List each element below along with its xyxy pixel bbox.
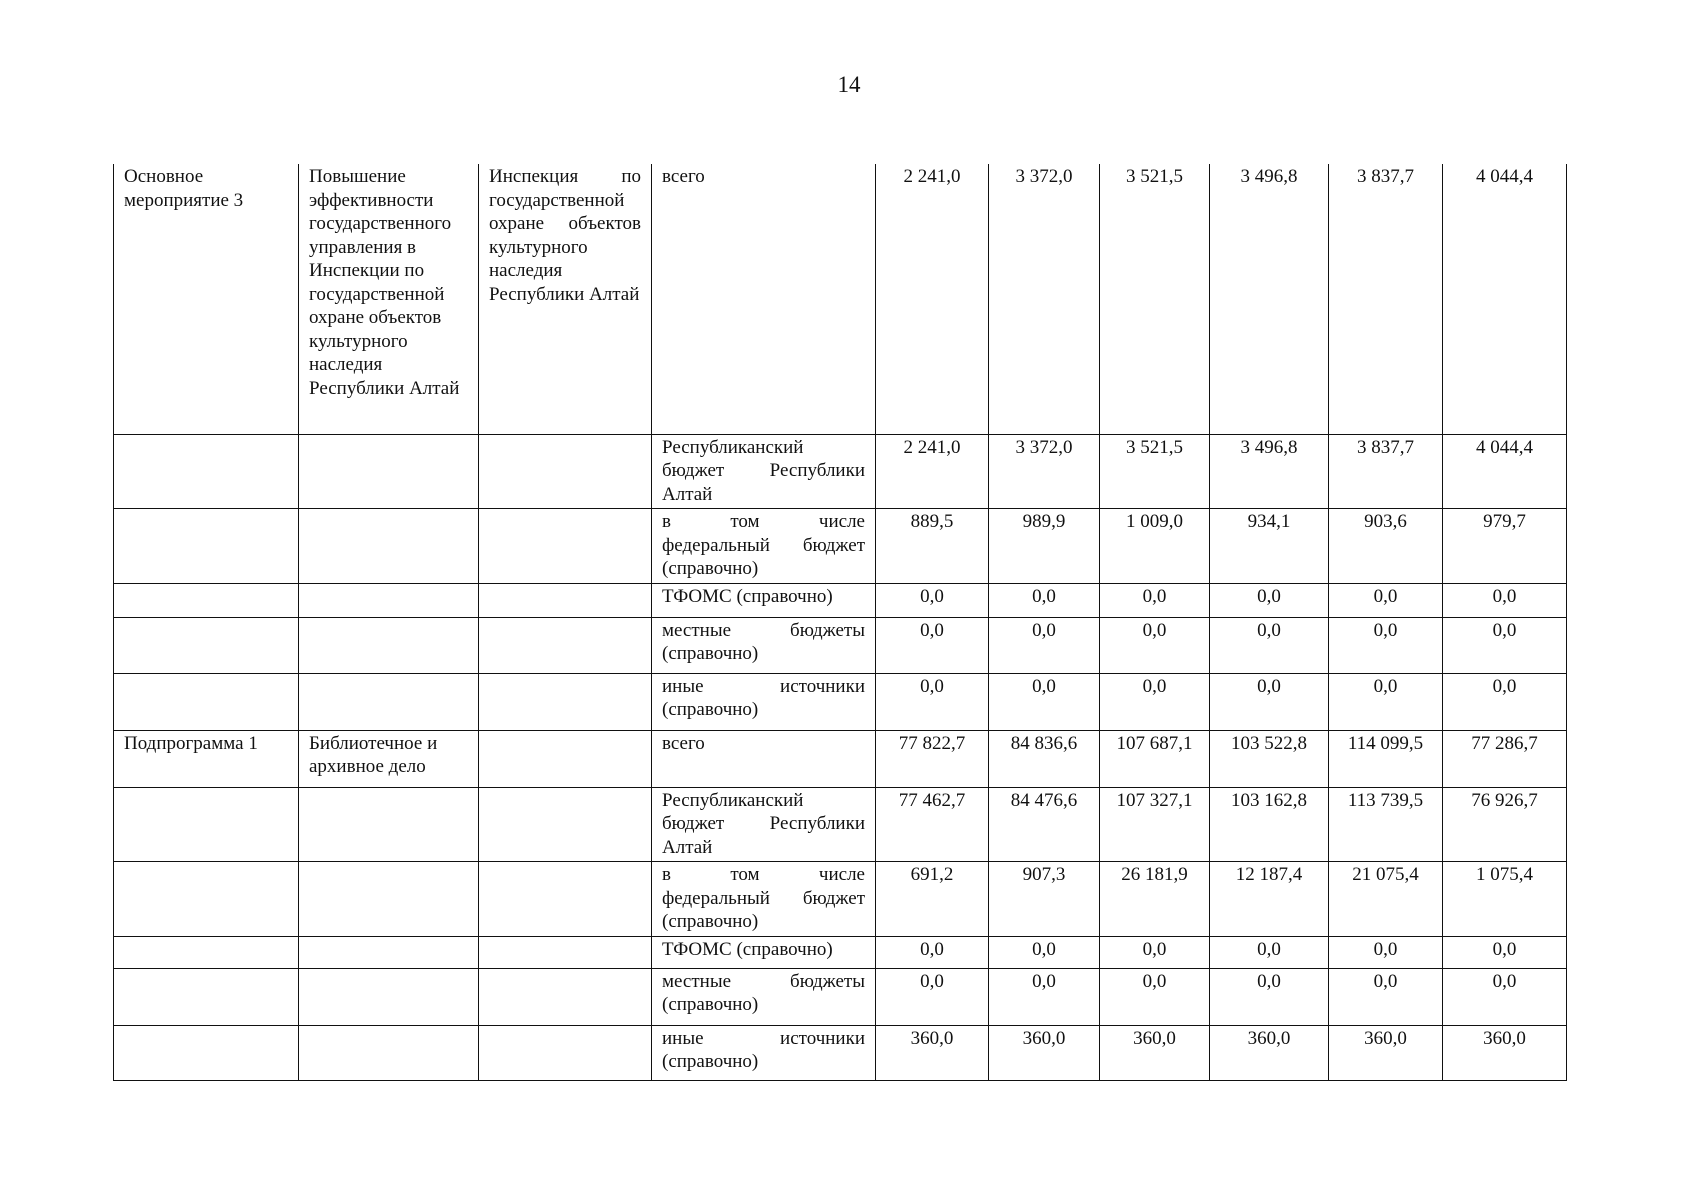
row-title-cell [299, 862, 479, 937]
row-executor-cell [479, 673, 652, 730]
row-source-cell: в том числе федеральный бюджет (справочно) [652, 862, 876, 937]
value-cell: 3 496,8 [1210, 164, 1329, 434]
row-title-cell [299, 434, 479, 509]
row-executor-cell [479, 509, 652, 584]
value-cell: 21 075,4 [1329, 862, 1443, 937]
row-executor-cell [479, 617, 652, 673]
row-source-cell: ТФОМС (справочно) [652, 936, 876, 968]
row-name-cell [114, 617, 299, 673]
row-source-cell: местные бюджеты (справочно) [652, 968, 876, 1025]
table-row [114, 583, 1567, 617]
table-row [114, 787, 1567, 862]
row-executor-cell [479, 583, 652, 617]
value-cell: 114 099,5 [1329, 730, 1443, 787]
row-name-cell [114, 936, 299, 968]
value-cell: 0,0 [1210, 583, 1329, 617]
value-cell: 0,0 [1329, 583, 1443, 617]
value-cell: 113 739,5 [1329, 787, 1443, 862]
value-cell: 4 044,4 [1443, 434, 1567, 509]
value-cell: 3 372,0 [989, 164, 1100, 434]
value-cell: 103 162,8 [1210, 787, 1329, 862]
value-cell: 0,0 [1443, 936, 1567, 968]
row-source-cell: в том числе федеральный бюджет (справочно) [652, 509, 876, 584]
value-cell: 360,0 [1100, 1025, 1210, 1080]
value-cell: 3 372,0 [989, 434, 1100, 509]
value-cell: 0,0 [876, 617, 989, 673]
row-title-cell [299, 583, 479, 617]
value-cell: 903,6 [1329, 509, 1443, 584]
row-title-cell [299, 1025, 479, 1080]
value-cell: 0,0 [989, 673, 1100, 730]
row-name-cell: Основное мероприятие 3 [114, 164, 299, 434]
table-row [114, 1025, 1567, 1080]
table-row [114, 730, 1567, 787]
row-title-cell [299, 617, 479, 673]
value-cell: 0,0 [989, 583, 1100, 617]
row-name-cell: Подпрограмма 1 [114, 730, 299, 787]
value-cell: 0,0 [1210, 617, 1329, 673]
table-row [114, 164, 1567, 434]
table-row [114, 673, 1567, 730]
value-cell: 0,0 [1100, 936, 1210, 968]
value-cell: 2 241,0 [876, 164, 989, 434]
value-cell: 0,0 [1443, 673, 1567, 730]
row-executor-cell: Инспекция по государственной охране объектов культурного наследия Республики Алтай [479, 164, 652, 434]
value-cell: 76 926,7 [1443, 787, 1567, 862]
value-cell: 77 462,7 [876, 787, 989, 862]
value-cell: 4 044,4 [1443, 164, 1567, 434]
value-cell: 1 009,0 [1100, 509, 1210, 584]
value-cell: 84 476,6 [989, 787, 1100, 862]
value-cell: 360,0 [1210, 1025, 1329, 1080]
row-source-cell: Республиканский бюджет Республики Алтай [652, 434, 876, 509]
value-cell: 107 687,1 [1100, 730, 1210, 787]
value-cell: 360,0 [1329, 1025, 1443, 1080]
row-executor-cell [479, 968, 652, 1025]
value-cell: 0,0 [1443, 583, 1567, 617]
table-row [114, 617, 1567, 673]
row-name-cell [114, 1025, 299, 1080]
value-cell: 0,0 [1100, 673, 1210, 730]
value-cell: 0,0 [1329, 617, 1443, 673]
value-cell: 0,0 [1100, 617, 1210, 673]
value-cell: 84 836,6 [989, 730, 1100, 787]
value-cell: 0,0 [1210, 968, 1329, 1025]
value-cell: 989,9 [989, 509, 1100, 584]
value-cell: 979,7 [1443, 509, 1567, 584]
value-cell: 12 187,4 [1210, 862, 1329, 937]
row-executor-cell [479, 730, 652, 787]
row-title-cell [299, 936, 479, 968]
value-cell: 0,0 [1100, 968, 1210, 1025]
value-cell: 0,0 [1329, 936, 1443, 968]
value-cell: 360,0 [989, 1025, 1100, 1080]
table-row [114, 968, 1567, 1025]
value-cell: 0,0 [876, 968, 989, 1025]
value-cell: 3 521,5 [1100, 434, 1210, 509]
row-executor-cell [479, 1025, 652, 1080]
row-executor-cell [479, 434, 652, 509]
value-cell: 2 241,0 [876, 434, 989, 509]
table-row [114, 862, 1567, 937]
row-name-cell [114, 968, 299, 1025]
value-cell: 0,0 [1443, 968, 1567, 1025]
value-cell: 889,5 [876, 509, 989, 584]
row-source-cell: иные источники (справочно) [652, 673, 876, 730]
value-cell: 1 075,4 [1443, 862, 1567, 937]
table-row [114, 434, 1567, 509]
value-cell: 103 522,8 [1210, 730, 1329, 787]
value-cell: 26 181,9 [1100, 862, 1210, 937]
row-name-cell [114, 787, 299, 862]
row-name-cell [114, 673, 299, 730]
row-source-cell: местные бюджеты (справочно) [652, 617, 876, 673]
table-row [114, 509, 1567, 584]
row-title-cell: Повышение эффективности государственного управления в Инспекции по государственной охране объектов культурного наследия Республики Алтай [299, 164, 479, 434]
row-executor-cell [479, 936, 652, 968]
value-cell: 691,2 [876, 862, 989, 937]
value-cell: 77 822,7 [876, 730, 989, 787]
value-cell: 0,0 [1443, 617, 1567, 673]
row-source-cell: иные источники (справочно) [652, 1025, 876, 1080]
value-cell: 3 521,5 [1100, 164, 1210, 434]
row-title-cell [299, 673, 479, 730]
row-name-cell [114, 434, 299, 509]
row-source-cell: всего [652, 730, 876, 787]
value-cell: 0,0 [989, 968, 1100, 1025]
value-cell: 0,0 [1329, 968, 1443, 1025]
value-cell: 3 837,7 [1329, 164, 1443, 434]
value-cell: 77 286,7 [1443, 730, 1567, 787]
row-source-cell: Республиканский бюджет Республики Алтай [652, 787, 876, 862]
value-cell: 0,0 [989, 936, 1100, 968]
value-cell: 3 837,7 [1329, 434, 1443, 509]
value-cell: 0,0 [1210, 673, 1329, 730]
row-executor-cell [479, 787, 652, 862]
row-executor-cell [479, 862, 652, 937]
value-cell: 0,0 [876, 673, 989, 730]
row-title-cell [299, 509, 479, 584]
budget-table [113, 164, 1567, 1081]
value-cell: 0,0 [876, 936, 989, 968]
page-number: 14 [837, 72, 861, 97]
value-cell: 0,0 [1329, 673, 1443, 730]
row-title-cell [299, 968, 479, 1025]
value-cell: 360,0 [1443, 1025, 1567, 1080]
value-cell: 0,0 [1210, 936, 1329, 968]
value-cell: 3 496,8 [1210, 434, 1329, 509]
value-cell: 907,3 [989, 862, 1100, 937]
row-source-cell: ТФОМС (справочно) [652, 583, 876, 617]
row-source-cell: всего [652, 164, 876, 434]
value-cell: 360,0 [876, 1025, 989, 1080]
value-cell: 0,0 [989, 617, 1100, 673]
row-name-cell [114, 583, 299, 617]
table-row [114, 936, 1567, 968]
row-title-cell [299, 787, 479, 862]
row-name-cell [114, 862, 299, 937]
value-cell: 0,0 [1100, 583, 1210, 617]
row-name-cell [114, 509, 299, 584]
value-cell: 107 327,1 [1100, 787, 1210, 862]
row-title-cell: Библиотечное и архивное дело [299, 730, 479, 787]
value-cell: 0,0 [876, 583, 989, 617]
value-cell: 934,1 [1210, 509, 1329, 584]
